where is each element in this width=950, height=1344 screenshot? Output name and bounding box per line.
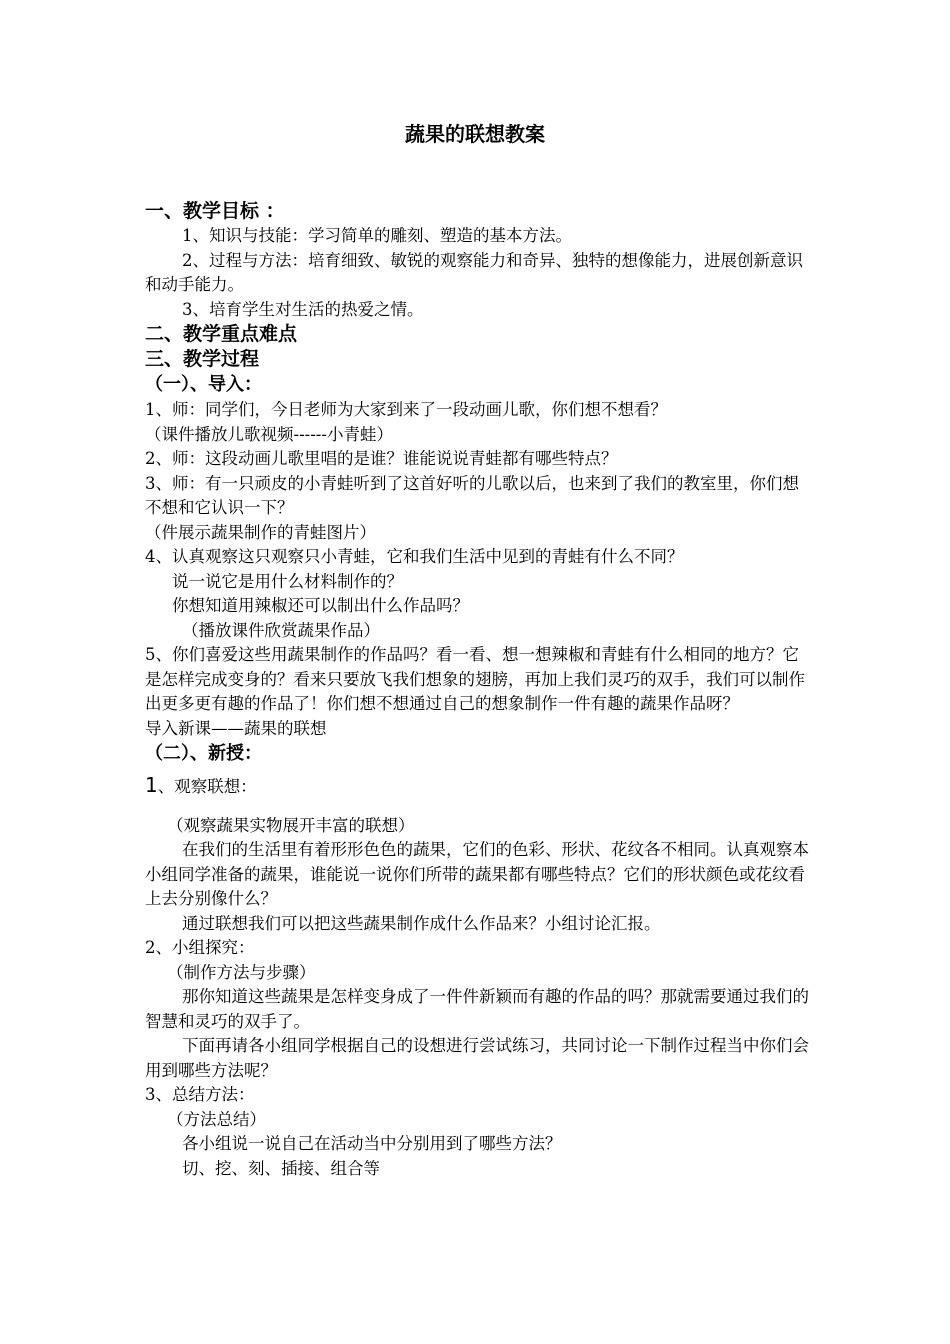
intro-note-1: （课件播放儿歌视频------小青蛙） (145, 424, 393, 444)
step-2-paragraph-1: 那你知道这些蔬果是怎样变身成了一件件新颖而有趣的作品的吗？那就需要通过我们的智慧和灵巧的双手了。 (145, 987, 809, 1031)
intro-note-3: （件展示蔬果制作的青蛙图片） (145, 522, 376, 542)
step-2-label: 2、小组探究： (145, 938, 255, 957)
intro-paragraph-4a: 说一说它是用什么材料制作的？ (172, 571, 403, 591)
intro-paragraph-3: 3、师：有一只顽皮的小青蛙听到了这首好听的儿歌以后，也来到了我们的教室里，你们想不想和它认识一下？ (145, 473, 799, 517)
intro-paragraph-2: 2、师：这段动画儿歌里唱的是谁？谁能说说青蛙都有哪些特点？ (145, 449, 618, 468)
section-heading-process: 三、教学过程 (145, 348, 260, 370)
step-3-label: 3、总结方法： (145, 1085, 255, 1104)
intro-paragraph-1: 1、师：同学们，今日老师为大家到来了一段动画儿歌，你们想不想看？ (145, 400, 667, 419)
goal-item-3: 3、培育学生对生活的热爱之情。 (182, 299, 424, 319)
step-1-note: （观察蔬果实物展开丰富的联想） (167, 815, 415, 835)
step-3-note: （方法总结） (167, 1109, 266, 1129)
subsection-heading-intro: （一）、导入： (145, 374, 262, 395)
intro-paragraph-4b: 你想知道用辣椒还可以制出什么作品吗？ (172, 596, 469, 615)
step-1-text: 、观察联想： (157, 777, 257, 796)
intro-note-4: （播放课件欣赏蔬果作品） (182, 620, 380, 640)
subsection-heading-new: （二）、新授： (145, 743, 262, 764)
goal-item-2: 2、过程与方法：培育细致、敏锐的观察能力和奇异、独特的想像能力，进展创新意识和动手能力。 (145, 250, 803, 294)
step-2-paragraph-2: 下面再请各小组同学根据自己的设想进行尝试练习，共同讨论一下制作过程当中你们会用到哪些方法呢？ (145, 1036, 809, 1080)
step-1-number: 1 (145, 773, 158, 797)
step-3-paragraph-1: 各小组说一说自己在活动当中分别用到了哪些方法？ (182, 1134, 562, 1153)
document-title: 蔬果的联想教案 (405, 122, 545, 146)
section-heading-key-points: 二、教学重点难点 (145, 323, 298, 345)
step-2-note: （制作方法与步骤） (167, 962, 316, 982)
step-3-paragraph-2: 切、挖、刻、插接、组合等 (182, 1158, 380, 1178)
step-1-paragraph-2: 通过联想我们可以把这些蔬果制作成什么作品来？小组讨论汇报。 (182, 913, 661, 933)
intro-paragraph-4: 4、认真观察这只观察只小青蛙，它和我们生活中见到的青蛙有什么不同？ (145, 547, 684, 566)
step-1-label (145, 773, 810, 800)
step-1-paragraph-1: 在我们的生活里有着形形色色的蔬果，它们的色彩、形状、花纹各不相同。认真观察本小组同学准备的蔬果，谁能说一说你们所带的蔬果都有哪些特点？它们的形状颜色或花纹看上去分别像什么？ (145, 840, 809, 908)
intro-paragraph-5: 5、你们喜爱这些用蔬果制作的作品吗？看一看、想一想辣椒和青蛙有什么相同的地方？它是怎样完成变身的？看来只要放飞我们想象的翅膀，再加上我们灵巧的双手，我们可以制作出更多更有趣的作品了！你们想不想通过自己的想象制作一件有趣的蔬果作品呀？ (145, 645, 805, 713)
goal-item-1: 1、知识与技能：学习简单的雕刻、塑造的基本方法。 (182, 226, 572, 245)
section-heading-goals: 一、教学目标 ： (145, 200, 285, 222)
intro-paragraph-6: 导入新课——蔬果的联想 (145, 718, 327, 738)
